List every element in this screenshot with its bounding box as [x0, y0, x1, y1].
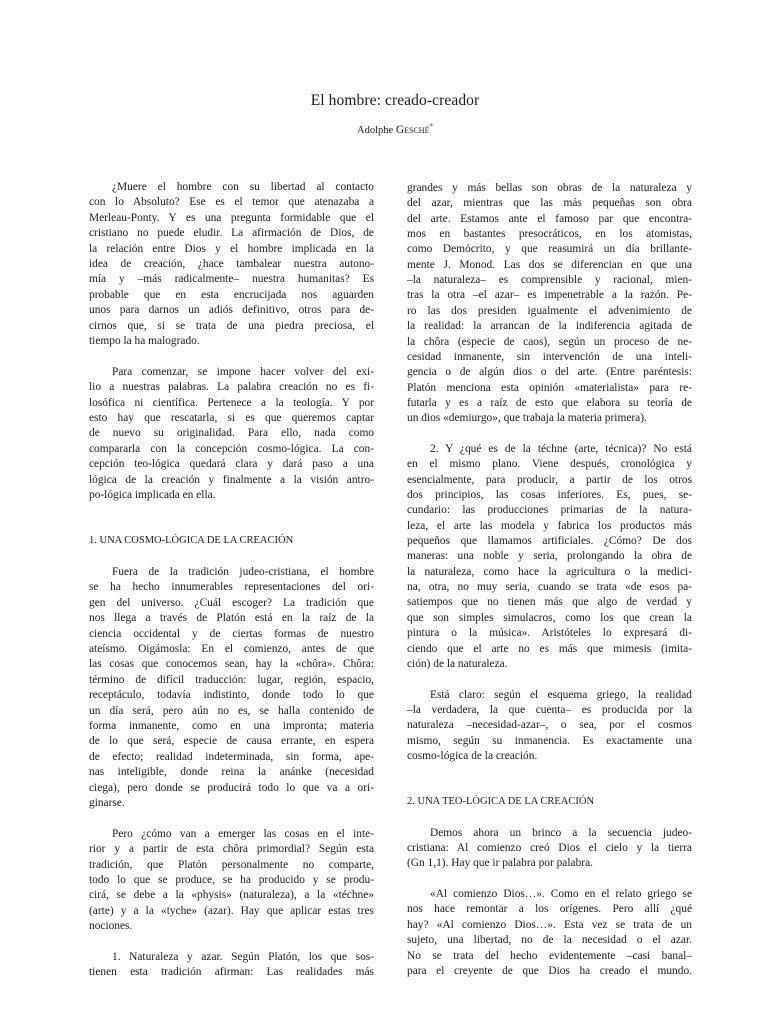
text-line: que son simples simulacros, como los que crean la [407, 611, 692, 624]
text-line: 2. Y ¿qué es de la téchne (arte, técnica)? No está [430, 442, 692, 455]
text-line: lio a nuestras palabras. La palabra creación no es fi- [89, 381, 374, 394]
text-line: Fuera de la tradición judeo-cristiana, el hombre [112, 566, 374, 578]
document-title: El hombre: creado-creador [310, 92, 480, 109]
author-footnote-mark: * [429, 122, 433, 131]
text-line: mente J. Monod. Las dos se diferencian en que una [407, 258, 692, 271]
text-line: de lo que será, especie de causa errante, en espera [89, 735, 374, 748]
text-line: la naturaleza, como hace la agricultura o la medici- [407, 565, 692, 578]
text-line: sujeto, una libertad, no de la necesidad o el azar. [407, 934, 692, 947]
text-line: No se trata del hecho evidentemente –casi banal– [407, 949, 692, 962]
text-line: un dios «demiurgo», que trabaja la materia primera). [407, 412, 647, 425]
text-line: (Gn 1,1). Hay que ir palabra por palabra. [407, 857, 593, 870]
text-line: la realidad: la arrancan de la indiferencia agitada de [407, 320, 692, 333]
text-line: grandes y más bellas son obras de la naturaleza y [407, 182, 692, 194]
text-line: receptáculo, todavía indistinto, donde todo lo que [89, 689, 374, 702]
text-line: maneras: una noble y seria, prolongando la obra de [407, 550, 692, 563]
text-line: nos hace remontar a los orígenes. Pero allí ¿qué [407, 903, 692, 916]
section-heading: 2. UNA TEO-LÓGICA DE LA CREACIÓN [407, 796, 595, 807]
text-line: idea de creación, ¿hace tambalear nuestra autono- [89, 258, 374, 270]
text-line: cirnos que, si se trata de una piedra preciosa, el [89, 319, 374, 332]
text-line: en el mismo plano. Viene después, cronológica y [407, 458, 692, 471]
text-line: para el creyente de que Dios ha creado el mundo. [407, 964, 692, 977]
text-line: compararla con la concepción cosmo-lógica. La con- [89, 442, 374, 455]
text-line: un día será, pero aún no es, se halla contenido de [89, 704, 374, 717]
text-line: como Demócrito, y que reasumirá un día brillante- [407, 243, 692, 256]
text-line: las cosas que conocemos sean, hay la «chôra». Chôra: [89, 658, 374, 671]
text-line: Pero ¿cómo van a emerger las cosas en el inte- [112, 827, 374, 840]
text-line: con lo Absoluto? Ese es el temor que atenazaba a [89, 196, 374, 209]
text-line: cesidad inmanente, sin intervención de una inteli- [407, 350, 692, 363]
author-first-name: Adolphe [357, 125, 396, 136]
text-line: leza, el arte las modela y fabrica los productos más [407, 519, 692, 532]
text-line: ciendo que el arte no es más que mimesis (imita- [407, 642, 692, 655]
text-line: Para comenzar, se impone hacer volver del exi- [112, 365, 374, 378]
text-line: satiempos que no tienen más que algo de verdad y [407, 596, 692, 609]
text-line: ¿Muere el hombre con su libertad al contacto [112, 181, 374, 193]
text-line: se ha hecho innumerables representaciones del ori- [89, 581, 374, 594]
text-line: mismo, según su inmanencia. Es exactamente una [407, 734, 692, 747]
text-line: 1. Naturaleza y azar. Según Platón, los que sos- [112, 951, 374, 963]
text-line: todo lo que se produce, se ha producido y se produ- [89, 874, 374, 886]
text-line: forma inmanente, como en una impronta; materia [89, 720, 374, 732]
text-line: unos para darnos un adiós definitivo, otros para de- [89, 304, 374, 317]
text-line: mos en bastantes presocráticos, en los atomistas, [407, 228, 692, 241]
text-line: «Al comienzo Dios…». Como en el relato griego se [430, 888, 692, 901]
document-author [0, 124, 768, 136]
text-line: –la verdadera, la que cuenta– es producida por la [407, 703, 692, 716]
text-line: probable que en esta encrucijada nos aguarden [89, 288, 374, 301]
text-line: nociones. [89, 920, 133, 933]
text-line: tienen esta tradición afirman: Las realidades más [89, 966, 374, 979]
text-line: esto hay que rescatarla, si es que queremos captar [89, 412, 374, 424]
text-line: rior y a partir de esta chôra primordial? Según esta [89, 843, 374, 856]
text-line: pequeños que llamamos artificiales. ¿Cómo? De dos [407, 535, 692, 548]
text-line: Está claro: según el esquema griego, la realidad [430, 688, 692, 701]
text-line: de nuevo su originalidad. Para ello, nada como [89, 427, 374, 440]
section-heading: 1. UNA COSMO-LÓGICA DE LA CREACIÓN [89, 535, 294, 547]
text-line: tiempo la ha malogrado. [89, 335, 200, 347]
text-line: lógica de la creación y finalmente a la visión antro- [89, 473, 374, 486]
text-line: tras la otra –el azar– es impenetrable a la razón. Pe- [407, 289, 692, 302]
text-line: Platón menciona esta opinión «materialista» para re- [407, 381, 692, 394]
text-line: gen del universo. ¿Cuál escoger? La tradición que [89, 596, 374, 609]
text-line: de efecto; realidad indeterminada, sin forma, ape- [89, 750, 374, 763]
text-line: cosmo-lógica de la creación. [407, 749, 538, 762]
text-line: ciencia occidental y de ciertas formas de nuestro [89, 627, 374, 640]
text-line: po-lógica implicada en ella. [89, 489, 216, 501]
text-line: del arte. Estamos ante el famoso par que encontra- [407, 212, 692, 225]
text-line: término de difícil traducción: lugar, región, espacio, [89, 673, 374, 686]
text-line: Demos ahora un brinco a la secuencia judeo- [430, 826, 692, 839]
text-line: dos principios, las cosas inferiores. Es, pues, se- [407, 489, 692, 501]
text-line: futarla y es a raíz de esto que elabora su teoría de [407, 396, 692, 409]
text-line: (arte) y a la «tyche» (azar). Hay que aplicar estas tres [89, 904, 374, 917]
text-line: cristiana: Al comienzo creó Dios el cielo y la tierra [407, 842, 692, 855]
text-line: tradición, que Platón personalmente no comparte, [89, 858, 374, 871]
text-line: nas inteligible, donde reina la anánke (necesidad [89, 766, 374, 779]
text-line: la relación entre Dios y el hombre implicada en la [89, 242, 374, 255]
text-line: Merleau-Ponty. Y es una pregunta formidable que el [89, 211, 374, 224]
text-line: ginarse. [89, 797, 125, 809]
text-line: mía y –más radicalmente– nuestra humanitas? Es [89, 273, 374, 286]
text-line: cundario: las producciones primarias de la natura- [407, 504, 692, 517]
text-line: nos llega a través de Platón está en la raíz de la [89, 612, 374, 625]
text-line: ro las dos presiden igualmente el advenimiento de [407, 304, 692, 317]
text-line: na, otra, no muy seria, cuando se trata «de esos pa- [407, 581, 692, 594]
author-last-name: Gesché [395, 124, 430, 136]
text-line: hay? «Al comienzo Dios…». Esta vez se trata de un [407, 918, 692, 931]
text-line: ciega), pero donde se producirá todo lo que va a ori- [89, 781, 374, 794]
text-line: ateísmo. Oigámosla: En el comienzo, antes de que [89, 643, 374, 655]
text-line: –la naturaleza– es comprensible y racional, mien- [407, 274, 692, 287]
text-line: ción) de la naturaleza. [407, 657, 508, 670]
text-line: la chôra (especie de caos), según un proceso de ne- [407, 335, 692, 348]
text-line: gencia o de algún dios o del arte. (Entre paréntesis: [407, 366, 692, 379]
text-line: cepción teo-lógica quedará clara y dará paso a una [89, 458, 374, 471]
text-line: cirá, se debe a la «physis» (naturaleza), a la «téchne» [89, 889, 374, 902]
text-line: cristiano no puede eludir. La afirmación de Dios, de [89, 227, 374, 240]
text-line: losófica ni científica. Pertenece a la teología. Y por [89, 396, 374, 409]
text-line: esencialmente, para producir, a partir de los otros [407, 473, 692, 486]
text-line: pintura o la música». Aristóteles lo expresará di- [407, 627, 692, 640]
text-line: naturaleza –necesidad-azar–, o sea, por el cosmos [407, 719, 692, 732]
text-line: del azar, mientras que las más pequeñas son obra [407, 197, 692, 210]
